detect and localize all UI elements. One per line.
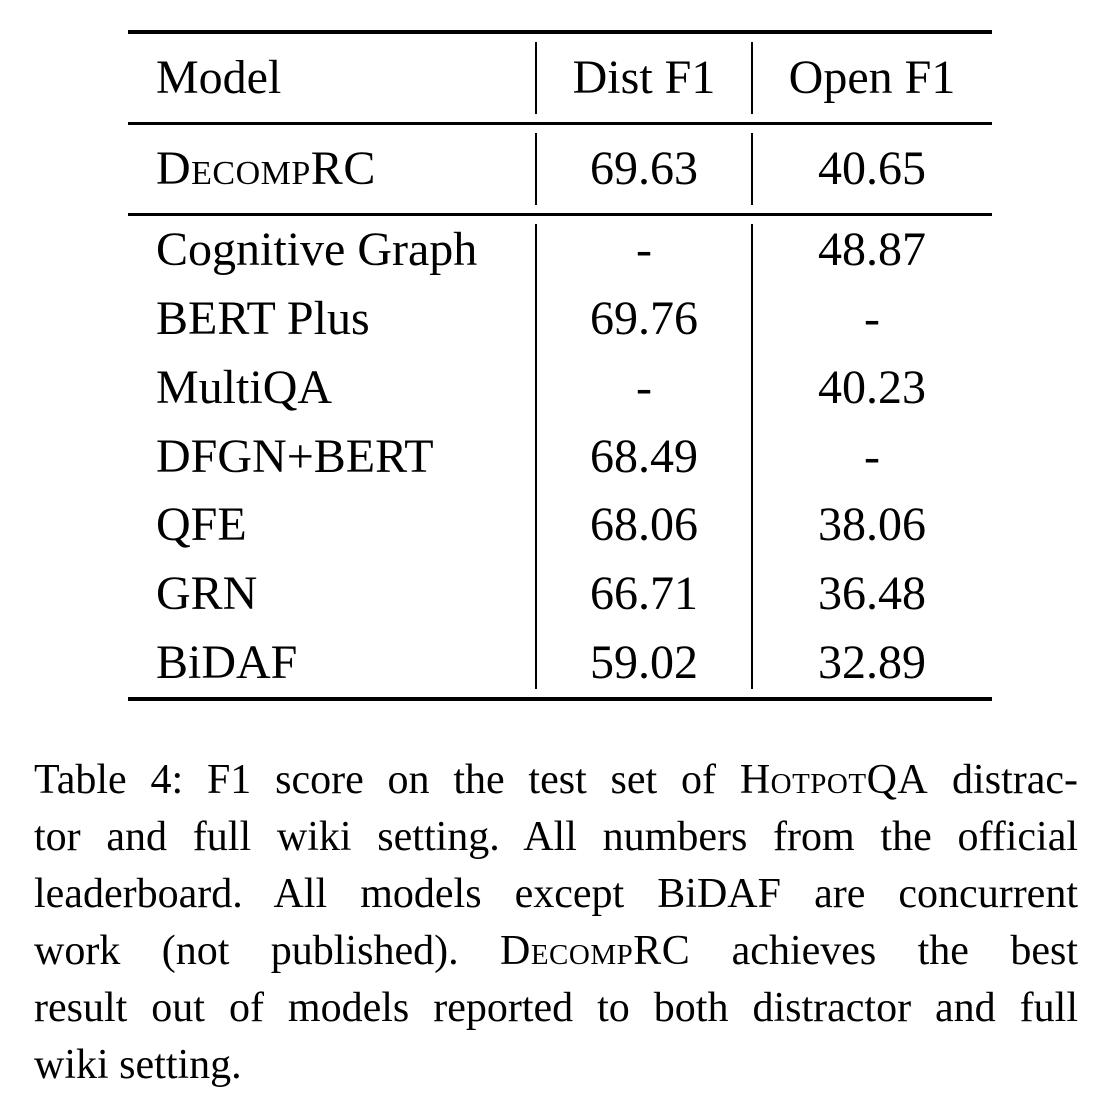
column-header-model: Model bbox=[156, 51, 282, 104]
column-separator bbox=[535, 42, 537, 114]
dist-f1-value: 69.63 bbox=[590, 142, 698, 195]
model-name: Cognitive Graph bbox=[156, 223, 478, 277]
caption-line bbox=[34, 980, 1078, 1037]
decomprc-group bbox=[128, 125, 992, 213]
dist-f1-value: 59.02 bbox=[590, 635, 698, 689]
column-header-dist-f1: Dist F1 bbox=[572, 51, 716, 104]
column-header-open-f1: Open F1 bbox=[788, 51, 956, 104]
dist-f1-value: 69.76 bbox=[590, 292, 698, 346]
column-separator bbox=[751, 133, 753, 205]
column-separator bbox=[751, 42, 753, 114]
table-row bbox=[128, 216, 992, 285]
caption-line bbox=[34, 809, 1078, 866]
model-name: BiDAF bbox=[156, 635, 298, 689]
dist-f1-value: - bbox=[636, 360, 652, 414]
open-f1-value: - bbox=[864, 292, 880, 346]
smallcaps-term: HotpotQA bbox=[739, 757, 929, 803]
caption-text: leaderboard. All models except BiDAF are concurrent bbox=[34, 871, 1078, 917]
table-row bbox=[128, 628, 992, 697]
open-f1-value: 32.89 bbox=[818, 635, 926, 689]
model-name: DFGN+BERT bbox=[156, 429, 434, 483]
table-caption bbox=[34, 752, 1078, 1094]
open-f1-value: 38.06 bbox=[818, 498, 926, 552]
dist-f1-value: - bbox=[636, 223, 652, 277]
open-f1-value: 48.87 bbox=[818, 223, 926, 277]
caption-text: wiki setting. bbox=[34, 1042, 242, 1088]
dist-f1-value: 66.71 bbox=[590, 566, 698, 620]
table-row bbox=[128, 285, 992, 354]
model-name: MultiQA bbox=[156, 360, 333, 414]
results-table bbox=[128, 30, 992, 701]
open-f1-value: - bbox=[864, 429, 880, 483]
dist-f1-value: 68.06 bbox=[590, 498, 698, 552]
open-f1-value: 40.23 bbox=[818, 360, 926, 414]
table-header-row bbox=[128, 34, 992, 122]
column-separator bbox=[535, 133, 537, 205]
dist-f1-value: 68.49 bbox=[590, 429, 698, 483]
model-name: GRN bbox=[156, 566, 258, 620]
table-row bbox=[128, 353, 992, 422]
column-separator bbox=[751, 224, 753, 689]
model-name: DecompRC bbox=[156, 142, 376, 195]
table-bottom-rule bbox=[128, 697, 992, 701]
caption-line bbox=[34, 923, 1078, 980]
table-row bbox=[128, 422, 992, 491]
smallcaps-term: DecompRC bbox=[499, 928, 691, 974]
caption-text: result out of models reported to both distractor and full bbox=[34, 985, 1078, 1031]
model-name: QFE bbox=[156, 498, 247, 552]
open-f1-value: 40.65 bbox=[818, 142, 926, 195]
caption-text: work (not published). bbox=[34, 928, 500, 974]
caption-line bbox=[34, 1037, 1078, 1094]
caption-line bbox=[34, 866, 1078, 923]
column-separator bbox=[535, 224, 537, 689]
model-name: BERT Plus bbox=[156, 292, 370, 346]
caption-text: distrac- bbox=[928, 757, 1078, 803]
caption-text: Table 4: F1 score on the test set of bbox=[34, 757, 740, 803]
table-row bbox=[128, 560, 992, 629]
caption-text: achieves the best bbox=[690, 928, 1078, 974]
table-row bbox=[128, 125, 992, 213]
open-f1-value: 36.48 bbox=[818, 566, 926, 620]
caption-text: tor and full wiki setting. All numbers from the official bbox=[34, 814, 1078, 860]
caption-line bbox=[34, 752, 1078, 809]
baselines-group bbox=[128, 216, 992, 697]
table-row bbox=[128, 491, 992, 560]
